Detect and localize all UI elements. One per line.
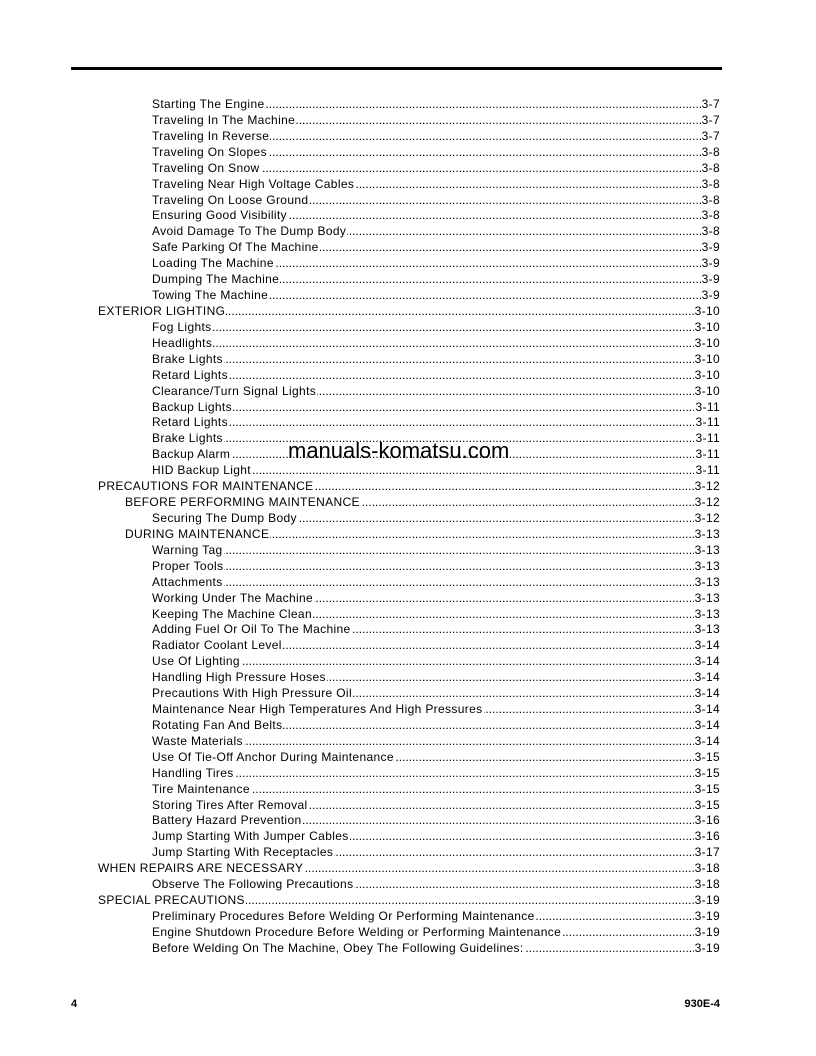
toc-entry-title: Ensuring Good Visibility bbox=[152, 208, 287, 223]
toc-entry-page: 3-12 bbox=[694, 495, 720, 510]
toc-entry-title: Before Welding On The Machine, Obey The Following Guidelines: bbox=[152, 940, 524, 955]
toc-entry-title: Backup Lights bbox=[152, 399, 232, 414]
toc-entry-title: Headlights bbox=[152, 335, 213, 350]
toc-entry-title: Jump Starting With Jumper Cables bbox=[152, 829, 349, 844]
toc-entry-page: 3-16 bbox=[694, 829, 720, 844]
toc-entry-page: 3-14 bbox=[694, 702, 720, 717]
toc-entry[interactable] bbox=[0, 909, 816, 925]
toc-entry-page: 3-9 bbox=[701, 288, 720, 303]
toc-entry-title: Keeping The Machine Clean bbox=[152, 606, 312, 621]
toc-entry[interactable] bbox=[0, 813, 816, 829]
toc-entry-title: Precautions With High Pressure Oil bbox=[152, 686, 352, 701]
toc-entry[interactable] bbox=[0, 622, 816, 638]
toc-entry-title: Traveling Near High Voltage Cables bbox=[152, 176, 355, 191]
toc-entry[interactable] bbox=[0, 113, 816, 129]
toc-entry[interactable] bbox=[0, 702, 816, 718]
toc-entry-title: Waste Materials bbox=[152, 733, 243, 748]
toc-entry-title: Safe Parking Of The Machine bbox=[152, 240, 319, 255]
toc-entry-title: Radiator Coolant Level bbox=[152, 638, 282, 653]
toc-entry-title: Rotating Fan And Belts bbox=[152, 717, 283, 732]
toc-entry-page: 3-19 bbox=[694, 909, 720, 924]
toc-entry-title: Clearance/Turn Signal Lights bbox=[152, 383, 317, 398]
toc-entry-title: EXTERIOR LIGHTING bbox=[98, 303, 226, 318]
toc-entry[interactable] bbox=[0, 527, 816, 543]
toc-entry-page: 3-14 bbox=[694, 638, 720, 653]
toc-entry[interactable] bbox=[0, 798, 816, 814]
dot-leader bbox=[152, 543, 716, 559]
toc-entry[interactable] bbox=[0, 591, 816, 607]
toc-entry[interactable] bbox=[0, 224, 816, 240]
toc-entry-page: 3-18 bbox=[694, 877, 720, 892]
toc-entry-title: Avoid Damage To The Dump Body bbox=[152, 224, 347, 239]
toc-entry[interactable] bbox=[0, 177, 816, 193]
toc-entry[interactable] bbox=[0, 654, 816, 670]
toc-entry-page: 3-15 bbox=[694, 749, 720, 764]
toc-entry-page: 3-15 bbox=[694, 781, 720, 796]
toc-entry-title: HID Backup Light bbox=[152, 463, 251, 478]
toc-entry-page: 3-14 bbox=[694, 686, 720, 701]
toc-entry-page: 3-17 bbox=[694, 845, 720, 860]
toc-entry-title: Attachments bbox=[152, 574, 223, 589]
toc-entry-page: 3-14 bbox=[694, 670, 720, 685]
toc-entry-page: 3-11 bbox=[695, 463, 720, 478]
toc-entry[interactable] bbox=[0, 750, 816, 766]
toc-entry[interactable] bbox=[0, 766, 816, 782]
toc-entry[interactable] bbox=[0, 670, 816, 686]
toc-entry[interactable] bbox=[0, 543, 816, 559]
toc-entry[interactable] bbox=[0, 925, 816, 941]
toc-entry[interactable] bbox=[0, 256, 816, 272]
toc-entry-page: 3-10 bbox=[694, 367, 720, 382]
toc-entry-title: Battery Hazard Prevention bbox=[152, 813, 302, 828]
toc-entry-title: Tire Maintenance bbox=[152, 781, 250, 796]
toc-entry[interactable] bbox=[0, 129, 816, 145]
toc-entry[interactable] bbox=[0, 829, 816, 845]
toc-entry-page: 3-19 bbox=[694, 940, 720, 955]
toc-entry-page: 3-14 bbox=[694, 717, 720, 732]
toc-entry-page: 3-10 bbox=[694, 351, 720, 366]
toc-entry-title: Traveling On Loose Ground bbox=[152, 192, 309, 207]
toc-entry[interactable] bbox=[0, 495, 816, 511]
toc-entry[interactable] bbox=[0, 734, 816, 750]
toc-entry-title: Jump Starting With Receptacles bbox=[152, 845, 334, 860]
toc-entry[interactable] bbox=[0, 893, 816, 909]
toc-entry-title: Handling High Pressure Hoses bbox=[152, 670, 326, 685]
toc-entry[interactable] bbox=[0, 145, 816, 161]
toc-entry-title: Warning Tag bbox=[152, 542, 223, 557]
dot-leader bbox=[152, 336, 716, 352]
toc-entry[interactable] bbox=[0, 559, 816, 575]
watermark-text: manuals-komatsu.com bbox=[288, 438, 510, 463]
toc-entry-page: 3-9 bbox=[701, 240, 720, 255]
toc-entry-title: Engine Shutdown Procedure Before Welding or Performing Maintenance bbox=[152, 924, 562, 939]
toc-entry[interactable] bbox=[0, 718, 816, 734]
toc-entry-page: 3-10 bbox=[694, 383, 720, 398]
toc-entry-page: 3-15 bbox=[694, 765, 720, 780]
toc-entry[interactable] bbox=[0, 463, 816, 479]
toc-entry[interactable] bbox=[0, 782, 816, 798]
dot-leader bbox=[152, 320, 716, 336]
toc-entry[interactable] bbox=[0, 193, 816, 209]
toc-entry-title: Handling Tires bbox=[152, 765, 234, 780]
toc-entry-title: Towing The Machine bbox=[152, 288, 269, 303]
toc-entry-title: Working Under The Machine bbox=[152, 590, 314, 605]
toc-entry[interactable] bbox=[0, 384, 816, 400]
toc-entry-page: 3-16 bbox=[694, 813, 720, 828]
toc-entry-page: 3-12 bbox=[694, 479, 720, 494]
toc-entry-title: WHEN REPAIRS ARE NECESSARY bbox=[98, 861, 304, 876]
toc-entry[interactable] bbox=[0, 686, 816, 702]
toc-entry-title: Maintenance Near High Temperatures And High Pressures bbox=[152, 702, 483, 717]
toc-entry-page: 3-12 bbox=[694, 510, 720, 525]
toc-entry-page: 3-13 bbox=[694, 558, 720, 573]
toc-entry-title: Fog Lights bbox=[152, 319, 212, 334]
toc-entry-title: Loading The Machine bbox=[152, 256, 274, 271]
dot-leader bbox=[152, 368, 716, 384]
toc-entry-title: Brake Lights bbox=[152, 351, 223, 366]
toc-entry-page: 3-8 bbox=[701, 224, 720, 239]
toc-entry-page: 3-11 bbox=[695, 447, 720, 462]
toc-entry-title: Use Of Lighting bbox=[152, 654, 240, 669]
toc-entry-title: Securing The Dump Body bbox=[152, 510, 297, 525]
toc-entry-page: 3-7 bbox=[701, 97, 720, 111]
toc-entry-page: 3-10 bbox=[694, 303, 720, 318]
toc-entry-page: 3-9 bbox=[701, 256, 720, 271]
toc-entry[interactable] bbox=[0, 415, 816, 431]
toc-entry[interactable] bbox=[0, 240, 816, 256]
toc-entry-page: 3-14 bbox=[694, 733, 720, 748]
toc-entry-page: 3-19 bbox=[694, 924, 720, 939]
toc-entry[interactable] bbox=[0, 877, 816, 893]
toc-entry-title: Brake Lights bbox=[152, 431, 223, 446]
toc-entry[interactable] bbox=[0, 161, 816, 177]
toc-entry[interactable] bbox=[0, 479, 816, 495]
header-rule bbox=[71, 67, 722, 70]
toc-entry-page: 3-13 bbox=[694, 542, 720, 557]
toc-entry-page: 3-7 bbox=[701, 128, 720, 143]
toc-entry-page: 3-11 bbox=[695, 415, 720, 430]
footer-page-number: 4 bbox=[71, 998, 78, 1010]
toc-entry-page: 3-13 bbox=[694, 622, 720, 637]
toc-entry-title: Retard Lights bbox=[152, 367, 228, 382]
dot-leader bbox=[152, 766, 716, 782]
toc-entry-title: Adding Fuel Or Oil To The Machine bbox=[152, 622, 351, 637]
toc-entry-title: Observe The Following Precautions bbox=[152, 877, 354, 892]
dot-leader bbox=[152, 400, 716, 416]
toc-entry[interactable] bbox=[0, 638, 816, 654]
toc-entry[interactable] bbox=[0, 575, 816, 591]
dot-leader bbox=[152, 575, 716, 591]
toc-entry[interactable] bbox=[0, 511, 816, 527]
toc-entry[interactable] bbox=[0, 352, 816, 368]
toc-entry-page: 3-10 bbox=[694, 335, 720, 350]
toc-entry-page: 3-8 bbox=[701, 160, 720, 175]
toc-entry[interactable] bbox=[0, 845, 816, 861]
toc-entry-page: 3-13 bbox=[694, 574, 720, 589]
toc-entry-page: 3-13 bbox=[694, 590, 720, 605]
toc-entry-page: 3-8 bbox=[701, 176, 720, 191]
toc-entry-title: Traveling On Slopes bbox=[152, 144, 267, 159]
toc-entry-page: 3-19 bbox=[694, 893, 720, 908]
dot-leader bbox=[152, 415, 716, 431]
toc-entry-page: 3-8 bbox=[701, 144, 720, 159]
toc-entry-page: 3-13 bbox=[694, 526, 720, 541]
toc-entry-page: 3-13 bbox=[694, 606, 720, 621]
toc-entry-page: 3-14 bbox=[694, 654, 720, 669]
toc-entry-page: 3-8 bbox=[701, 192, 720, 207]
toc-entry-title: Storing Tires After Removal bbox=[152, 797, 308, 812]
toc-entry-page: 3-7 bbox=[701, 112, 720, 127]
toc-entry-title: PRECAUTIONS FOR MAINTENANCE bbox=[98, 479, 314, 494]
toc-entry-title: Preliminary Procedures Before Welding Or Performing Maintenance bbox=[152, 909, 535, 924]
toc-entry[interactable] bbox=[0, 861, 816, 877]
toc-entry-page: 3-15 bbox=[694, 797, 720, 812]
toc-entry-title: Traveling In The Machine bbox=[152, 112, 296, 127]
toc-entry[interactable] bbox=[0, 272, 816, 288]
dot-leader bbox=[152, 559, 716, 575]
toc-entry[interactable] bbox=[0, 336, 816, 352]
toc-entry[interactable] bbox=[0, 304, 816, 320]
toc-entry-page: 3-11 bbox=[695, 399, 720, 414]
toc-entry-title: Use Of Tie-Off Anchor During Maintenance bbox=[152, 749, 394, 764]
toc-entry-title: Traveling On Snow bbox=[152, 160, 260, 175]
toc-entry[interactable] bbox=[0, 97, 816, 113]
toc-entry-title: SPECIAL PRECAUTIONS bbox=[98, 893, 245, 908]
toc-entry[interactable] bbox=[0, 941, 816, 957]
toc-entry-title: Retard Lights bbox=[152, 415, 228, 430]
toc-entry-page: 3-18 bbox=[694, 861, 720, 876]
toc-entry-page: 3-11 bbox=[695, 431, 720, 446]
toc-entry[interactable] bbox=[0, 208, 816, 224]
toc-entry-title: Proper Tools bbox=[152, 558, 224, 573]
toc-entry[interactable] bbox=[0, 368, 816, 384]
toc-entry-page: 3-8 bbox=[701, 208, 720, 223]
toc-entry-page: 3-10 bbox=[694, 319, 720, 334]
toc-entry[interactable] bbox=[0, 400, 816, 416]
dot-leader bbox=[152, 352, 716, 368]
toc-entry-title: Starting The Engine bbox=[152, 97, 265, 111]
toc-entry-title: Dumping The Machine bbox=[152, 272, 280, 287]
toc-entry[interactable] bbox=[0, 288, 816, 304]
footer-model: 930E-4 bbox=[684, 998, 720, 1010]
table-of-contents bbox=[0, 97, 816, 957]
toc-entry-title: DURING MAINTENANCE bbox=[125, 526, 270, 541]
toc-entry-title: Traveling In Reverse bbox=[152, 128, 270, 143]
toc-entry-title: Backup Alarm bbox=[152, 447, 231, 462]
toc-entry-page: 3-9 bbox=[701, 272, 720, 287]
toc-entry-title: BEFORE PERFORMING MAINTENANCE bbox=[125, 495, 360, 510]
toc-entry[interactable] bbox=[0, 607, 816, 623]
toc-entry[interactable] bbox=[0, 320, 816, 336]
